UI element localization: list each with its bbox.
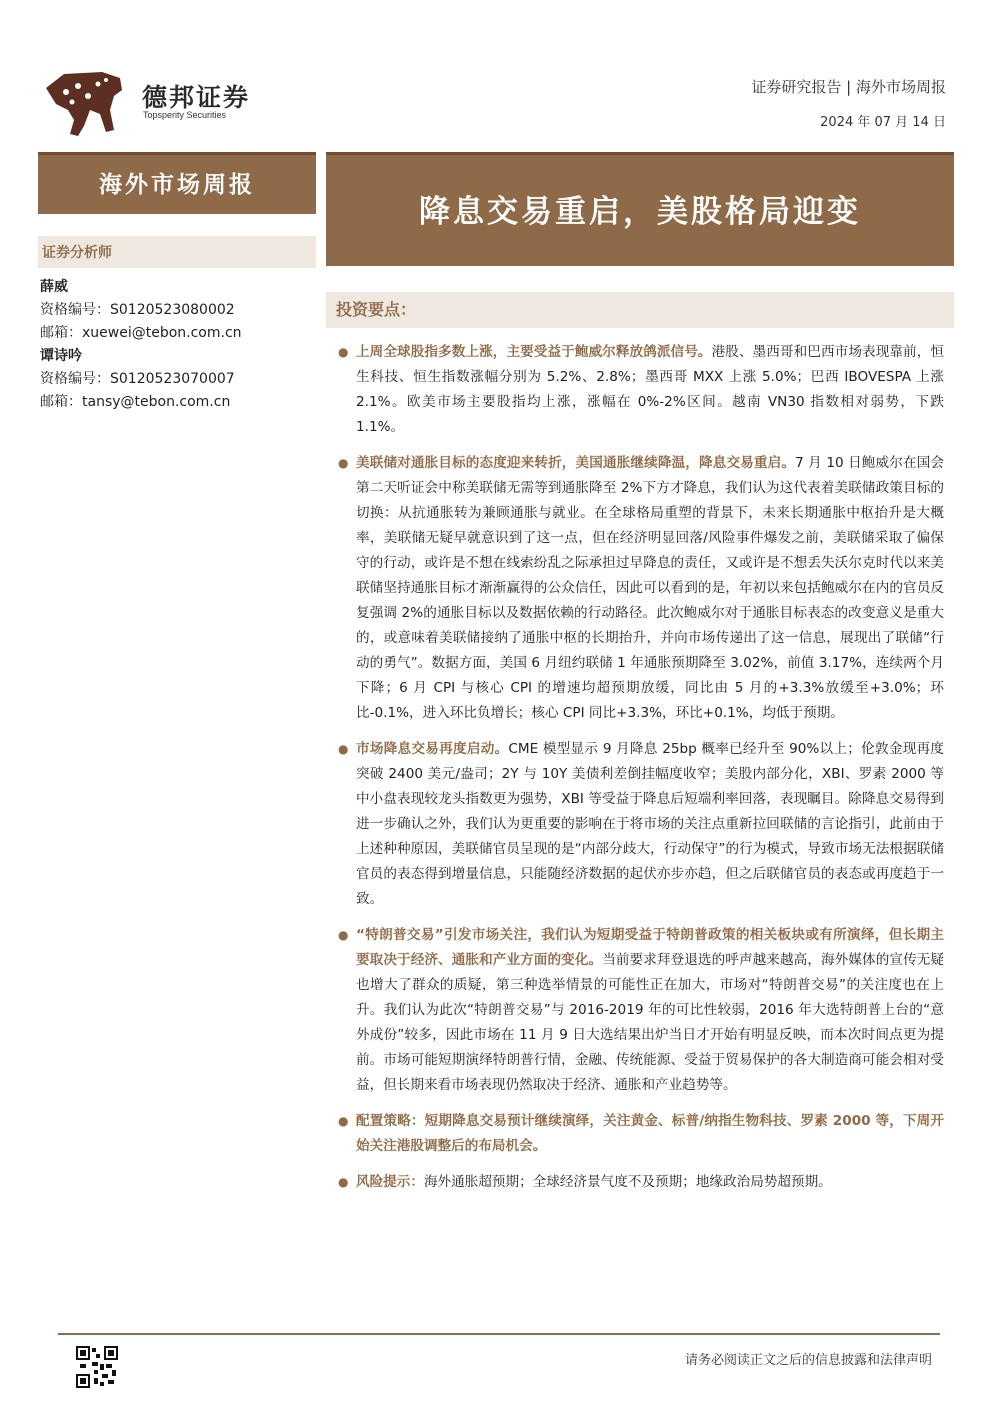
analyst-email[interactable]: 邮箱：tansy@tebon.com.cn xyxy=(40,394,231,410)
title-band xyxy=(326,152,954,266)
key-point-body: 海外通胀超预期；全球经济景气度不及预期；地缘政治局势超预期。 xyxy=(423,1174,832,1190)
key-point-lead: 美联储对通胀目标的态度迎来转折，美国通胀继续降温，降息交易重启。 xyxy=(356,455,796,471)
report-category: 海外市场周报 xyxy=(99,171,255,198)
key-point-lead: 市场降息交易再度启动。 xyxy=(356,741,509,757)
key-point-item xyxy=(336,737,944,912)
company-name-en: Topsperity Securities xyxy=(143,110,227,120)
analyst-cert: 资格编号：S0120523070007 xyxy=(40,371,235,387)
key-point-item xyxy=(336,340,944,440)
report-header xyxy=(751,76,946,130)
key-point-body: 7 月 10 日鲍威尔在国会第二天听证会中称美联储无需等到通胀降至 2%下方才降息，我们认为这代表着美联储政策目标的切换：从抗通胀转为兼顾通胀与就业。在全球格局重塑的背景下，未来长期通胀中枢抬升是大概率，美联储无疑早就意识到了这一点，但在经济明显回落/风险事件爆发之前，美联储采取了偏保守的行动，或许是不想在线索纷乱之际承担过早降息的责任，又或许是不想丢失沃尔克时代以来美联储坚持通胀目标才渐渐赢得的公众信任，因此可以看到的是，年初以来包括鲍威尔在内的官员反复强调 2%的通胀目标以及数据依赖的行动路径。此次鲍威尔对于通胀目标表态的改变意义是重大的，或意味着美联储接纳了通胀中枢的长期抬升，并向市场传递出了这一信息，展现出了联储“行动的勇气”。数据方面，美国 6 月纽约联储 1 年通胀预期降至 3.02%，前值 3.17%，连续两个月下降；6 月 CPI 与核心 CPI 的增速均超预期放缓，同比由 5 月的+3.3%放缓至+3.0%；环比-0.1%，进入环比负增长；核心 CPI 同比+3.3%，环比+0.1%，均低于预期。 xyxy=(356,455,944,721)
key-point-lead: 配置策略：短期降息交易预计继续演绎，关注黄金、标普/纳指生物科技、罗素 2000 等，下周开始关注港股调整后的布局机会。 xyxy=(356,1113,944,1154)
key-point-item xyxy=(336,923,944,1098)
bullet-icon: ● xyxy=(338,928,349,942)
report-date: 2024 年 07 月 14 日 xyxy=(820,115,946,130)
report-category-band xyxy=(38,152,316,214)
key-point-body: 当前要求拜登退选的呼声越来越高，海外媒体的宣传无疑也增大了群众的质疑，第三种选举情景的可能性正在加大，市场对“特朗普交易”的关注度也在上升。我们认为此次“特朗普交易”与 2016-2019 年的可比性较弱，2016 年大选特朗普上台的“意外成份”较多，因此市场在 11 月 9 日大选结果出炉当日才开始有明显反映，而本次时间点更为提前。市场可能短期演绎特朗普行情，金融、传统能源、受益于贸易保护的各大制造商可能会相对受益，但长期来看市场表现仍然取决于经济、通胀和产业趋势等。 xyxy=(356,952,945,1093)
key-point-lead: “特朗普交易”引发市场关注，我们认为短期受益于特朗普政策的相关板块或有所演绎，但长期主要取决于经济、通胀和产业方面的变化。 xyxy=(356,927,944,968)
leopard-logo-icon xyxy=(44,70,124,138)
disclaimer-note: 请务必阅读正文之后的信息披露和法律声明 xyxy=(684,1353,932,1368)
company-logo xyxy=(44,70,284,142)
key-point-item xyxy=(336,1170,944,1195)
key-point-body: 港股、墨西哥和巴西市场表现靠前，恒生科技、恒生指数涨幅分别为 5.2%、2.8%；墨西哥 MXX 上涨 5.0%；巴西 IBOVESPA 上涨 2.1%。欧美市场主要股指均上涨，涨幅在 0%-2%区间。越南 VN30 指数相对弱势，下跌 1.1%。 xyxy=(356,344,945,435)
bullet-icon: ● xyxy=(338,742,349,756)
key-point-item xyxy=(336,1109,944,1159)
analyst-cert: 资格编号：S0120523080002 xyxy=(40,302,235,318)
analyst-heading-box xyxy=(38,236,316,268)
footer-divider xyxy=(58,1333,940,1335)
bullet-icon: ● xyxy=(338,345,349,359)
key-points-heading-box xyxy=(326,292,954,328)
company-name-cn: 德邦证券 xyxy=(142,83,251,112)
analyst-name: 谭诗吟 xyxy=(40,348,82,364)
key-point-item xyxy=(336,451,944,726)
key-point-body: CME 模型显示 9 月降息 25bp 概率已经升至 90%以上；伦敦金现再度突破 2400 美元/盎司；2Y 与 10Y 美债利差倒挂幅度收窄；美股内部分化，XBI、罗素 2000 等中小盘表现较龙头指数更为强势，XBI 等受益于降息后短端利率回落，表现瞩目。除降息交易得到进一步确认之外，我们认为更重要的影响在于将市场的关注点重新拉回联储的言论指引，此前由于上述种种原因，美联储官员呈现的是“内部分歧大，行动保守”的行为模式，导致市场无法根据联储官员的表态得到增量信息，只能随经济数据的起伏亦步亦趋，但之后联储官员的表态或再度趋于一致。 xyxy=(356,741,944,907)
qr-code-icon[interactable] xyxy=(76,1346,118,1388)
report-title: 降息交易重启，美股格局迎变 xyxy=(419,194,861,230)
analyst-heading: 证券分析师 xyxy=(42,245,112,261)
key-points-list xyxy=(336,340,944,1206)
bullet-icon: ● xyxy=(338,1175,349,1189)
analyst-name: 薛威 xyxy=(40,279,68,295)
analyst-email[interactable]: 邮箱：xuewei@tebon.com.cn xyxy=(40,325,242,341)
report-type: 证券研究报告 | 海外市场周报 xyxy=(751,78,946,96)
bullet-icon: ● xyxy=(338,1114,349,1128)
analyst-list xyxy=(40,276,316,414)
key-point-lead: 风险提示： xyxy=(356,1174,424,1190)
key-point-lead: 上周全球股指多数上涨，主要受益于鲍威尔释放鸽派信号。 xyxy=(356,344,712,360)
bullet-icon: ● xyxy=(338,456,349,470)
key-points-heading: 投资要点： xyxy=(336,300,417,319)
